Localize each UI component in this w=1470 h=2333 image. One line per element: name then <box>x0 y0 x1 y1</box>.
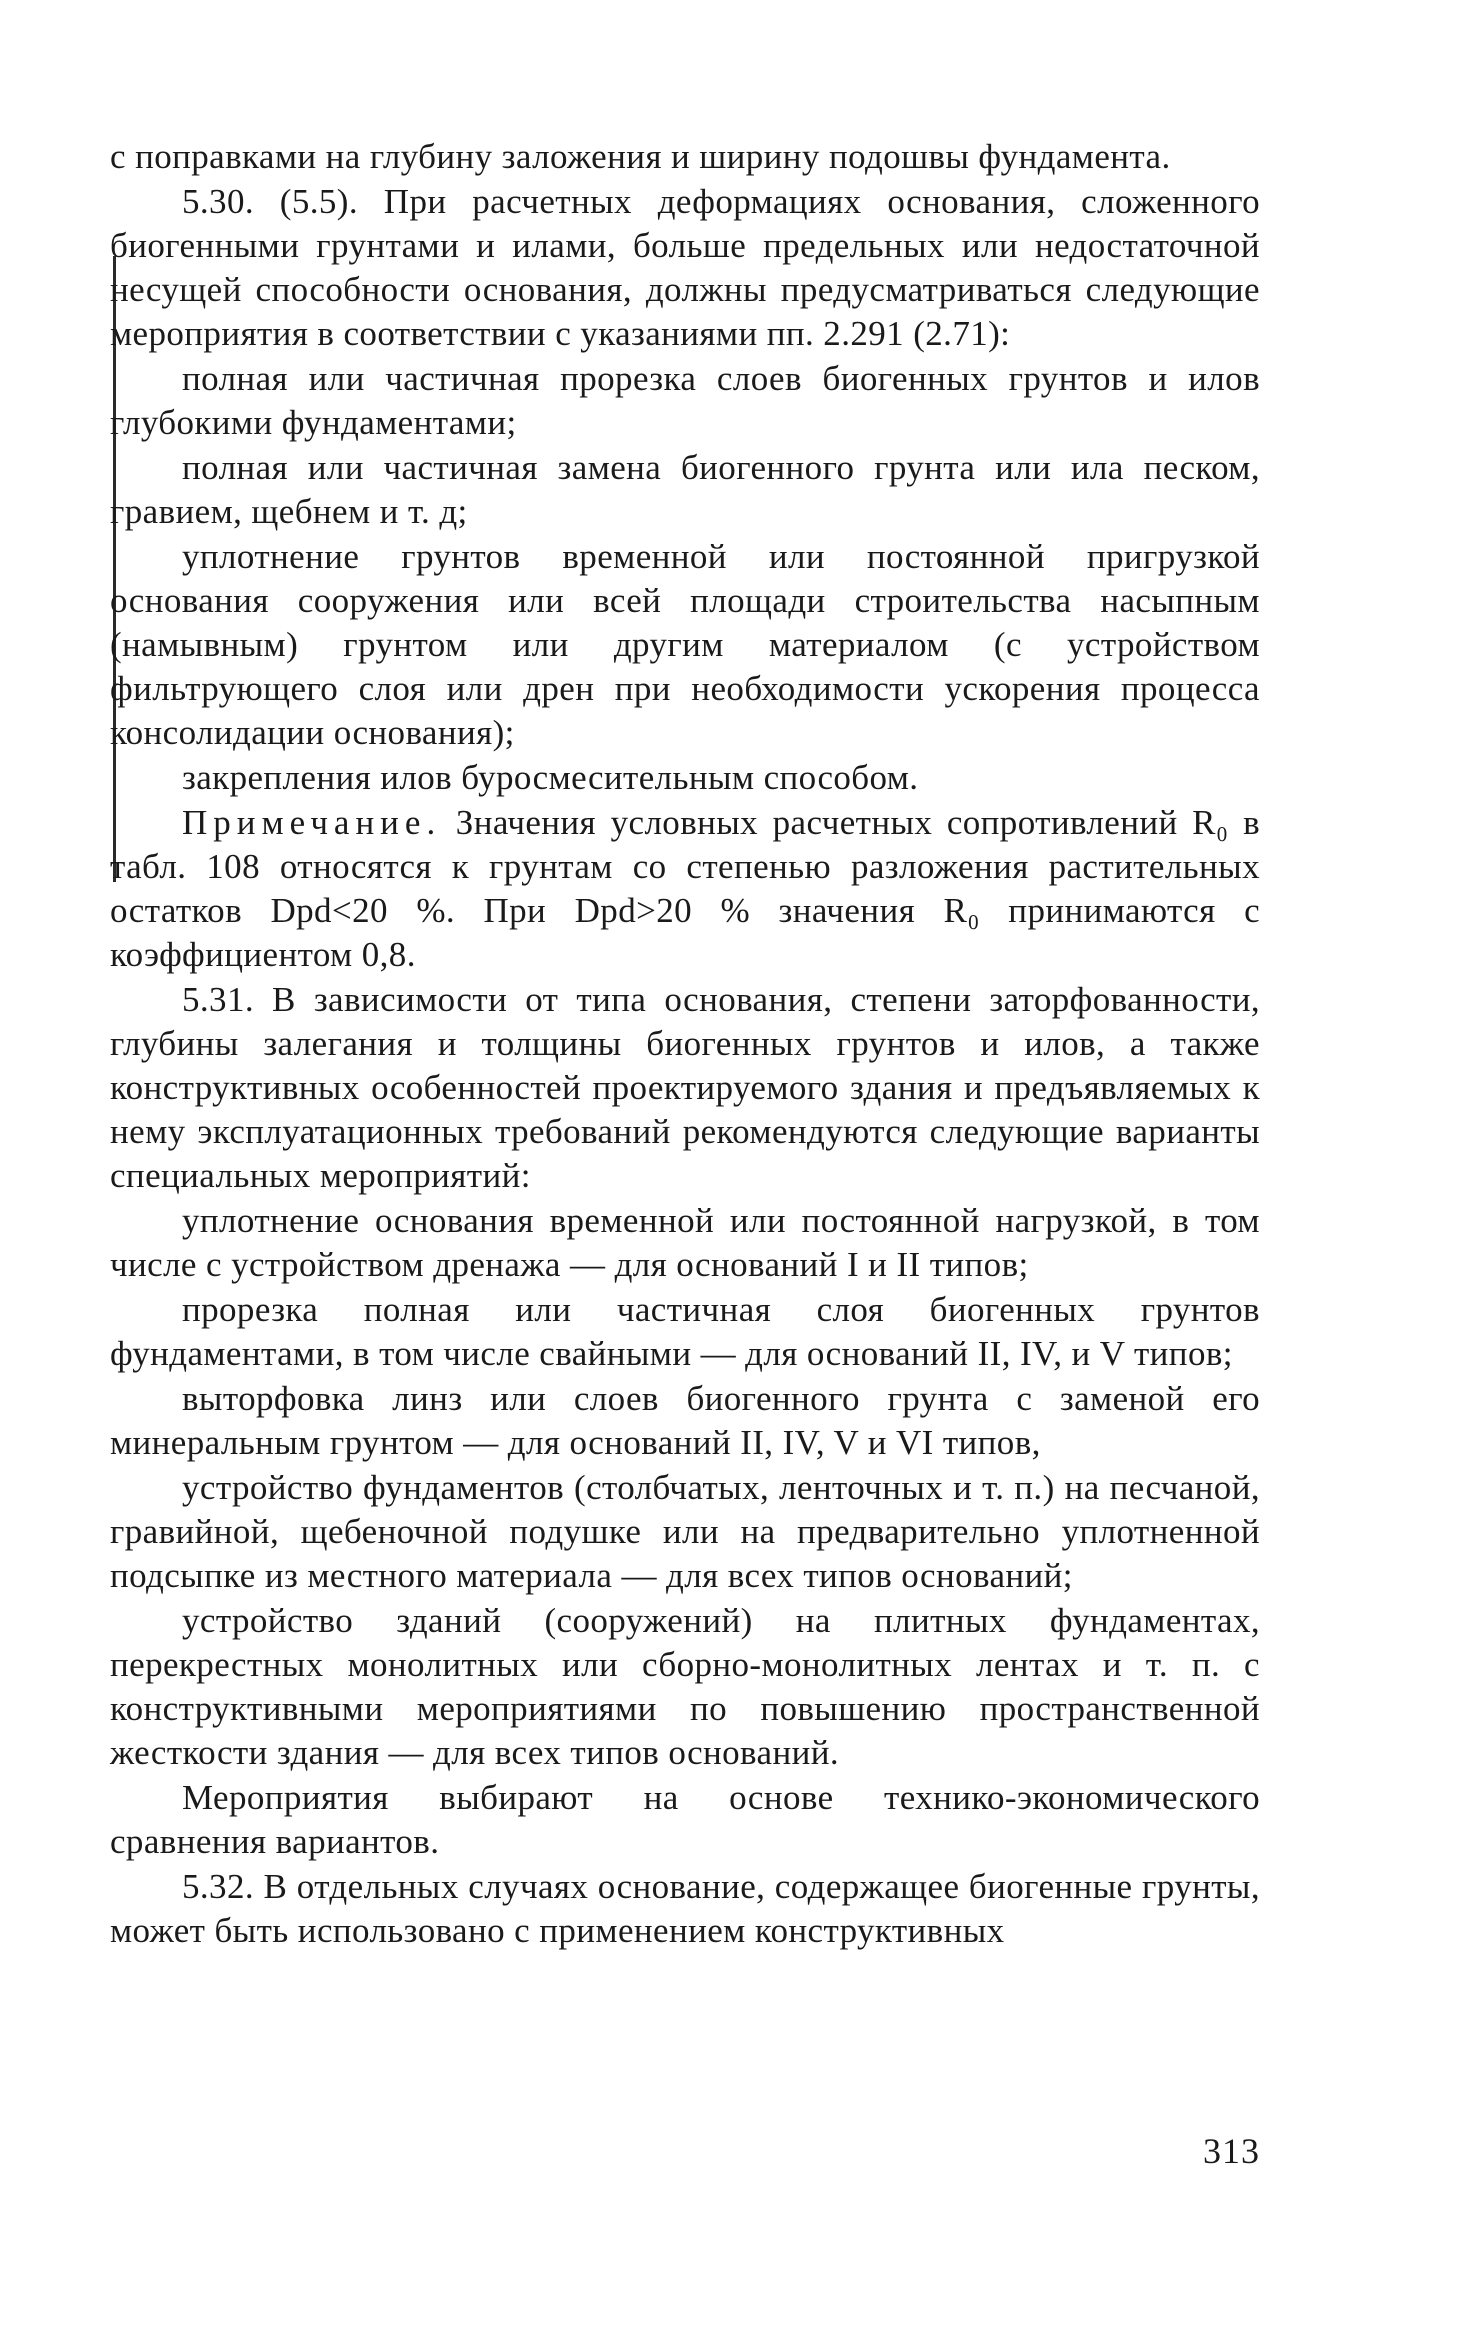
paragraph-continuation: с поправками на глубину заложения и ширину подошвы фундамента. <box>110 137 1171 176</box>
page-number: 313 <box>1203 2131 1260 2171</box>
note-label: Примечание. <box>182 803 442 842</box>
list-item-cushion: устройство фундаментов (столбчатых, ленточных и т. п.) на песчаной, гравийной, щебеночной подушке или на предварительно уплотненной подсыпке из местного материала — для всех типов оснований; <box>110 1468 1260 1595</box>
body-text <box>110 135 1260 1954</box>
list-item-slab: устройство зданий (сооружений) на плитных фундаментах, перекрестных монолитных или сборно-монолитных лентах и т. п. с конструктивными мероприятиями по повышению пространственной жесткости здания — для всех типов оснований. <box>110 1601 1260 1772</box>
list-item-peat-removal: выторфовка линз или слоев биогенного грунта с заменой его минеральным грунтом — для оснований II, IV, V и VI типов, <box>110 1379 1260 1462</box>
note-text: Значения условных расчетных сопротивлений R₀ в табл. 108 относятся к грунтам со степенью разложения растительных остатков Dpd<20 %. При Dpd>20 % значения R₀ принимаются с коэффициентом 0,8. <box>110 803 1260 974</box>
paragraph-5-31: 5.31. В зависимости от типа основания, степени заторфованности, глубины залегания и толщины биогенных грунтов и илов, а также конструктивных особенностей проектируемого здания и предъявляемых к нему эксплуатационных требований рекомендуются следующие варианты специальных мероприятий: <box>110 980 1260 1195</box>
note-paragraph <box>110 801 1260 977</box>
list-item-piles: прорезка полная или частичная слоя биогенных грунтов фундаментами, в том числе свайными — для оснований II, IV, и V типов; <box>110 1290 1260 1373</box>
paragraph-5-32: 5.32. В отдельных случаях основание, содержащее биогенные грунты, может быть использовано с применением конструктивных <box>110 1867 1260 1950</box>
list-item-replacement: полная или частичная замена биогенного грунта или ила песком, гравием, щебнем и т. д; <box>110 448 1260 531</box>
paragraph-5-30: 5.30. (5.5). При расчетных деформациях основания, сложенного биогенными грунтами и илами, больше предельных или недостаточной несущей способности основания, должны предусматриваться следующие мероприятия в соответствии с указаниями пп. 2.291 (2.71): <box>110 182 1260 353</box>
list-item-compaction: уплотнение грунтов временной или постоянной пригрузкой основания сооружения или всей площади строительства насыпным (намывным) грунтом или другим материалом (с устройством фильтрующего слоя или дрен при необходимости ускорения процесса консолидации основания); <box>110 537 1260 752</box>
list-item-consolidation: уплотнение основания временной или постоянной нагрузкой, в том числе с устройством дренажа — для оснований I и II типов; <box>110 1201 1260 1284</box>
list-item-cutting-layers: полная или частичная прорезка слоев биогенных грунтов и илов глубокими фундаментами; <box>110 359 1260 442</box>
paragraph-selection: Мероприятия выбирают на основе технико-экономического сравнения вариантов. <box>110 1778 1260 1861</box>
list-item-fixing: закрепления илов буросмесительным способом. <box>182 758 919 797</box>
